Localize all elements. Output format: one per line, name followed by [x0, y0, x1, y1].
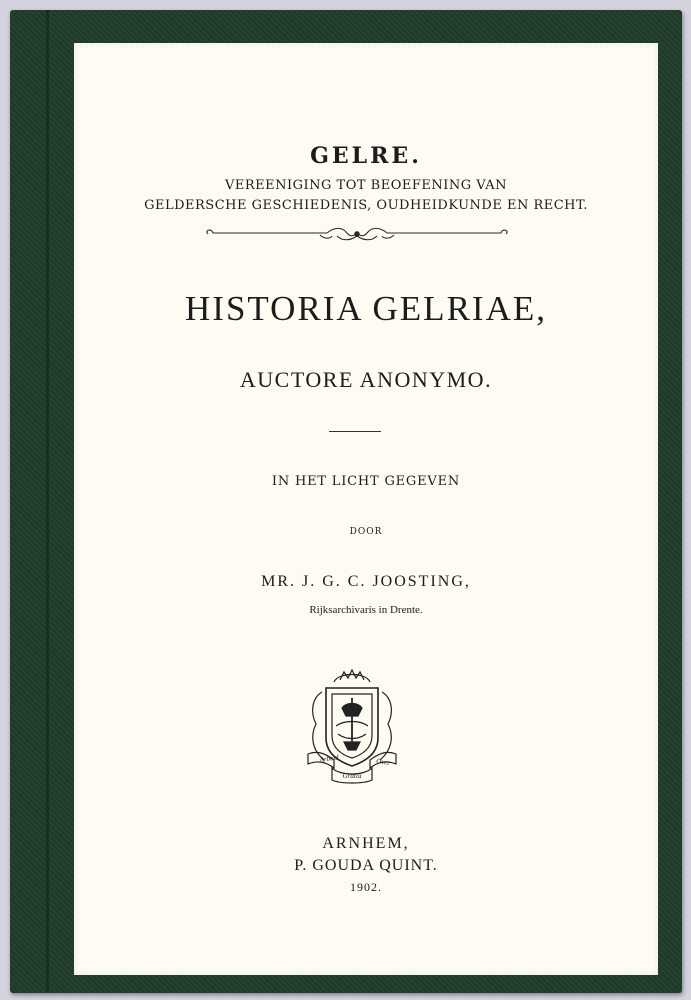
- main-title: HISTORIA GELRIAE,: [185, 289, 547, 328]
- author-name: MR. J. G. C. JOOSTING,: [261, 573, 471, 590]
- by-word: DOOR: [349, 527, 383, 537]
- book-cover: [10, 10, 682, 993]
- edition-note: IN HET LICHT GEGEVEN: [271, 474, 461, 489]
- imprint-city: ARNHEM,: [322, 835, 410, 852]
- title-page: [74, 43, 658, 975]
- short-rule: [329, 431, 381, 432]
- emblem-motto-left: Arbeid: [319, 753, 340, 764]
- emblem-motto-center: Gratia: [342, 772, 362, 780]
- society-description-line-2: GELDERSCHE GESCHIEDENIS, OUDHEIDKUNDE EN RECHT.: [144, 198, 588, 213]
- author-role: Rijksarchivaris in Drente.: [309, 604, 423, 616]
- imprint-publisher: P. GOUDA QUINT.: [294, 857, 438, 874]
- ornament-divider-icon: [202, 223, 512, 245]
- society-description-line-1: VEREENIGING TOT BEOEFENING VAN: [224, 178, 508, 193]
- spine-edge: [46, 10, 49, 993]
- emblem-motto-right: Ovet: [375, 757, 390, 767]
- imprint-year: 1902.: [350, 880, 382, 894]
- society-name: GELRE.: [310, 143, 422, 169]
- printer-emblem-icon: [304, 668, 400, 786]
- subtitle: AUCTORE ANONYMO.: [239, 367, 493, 392]
